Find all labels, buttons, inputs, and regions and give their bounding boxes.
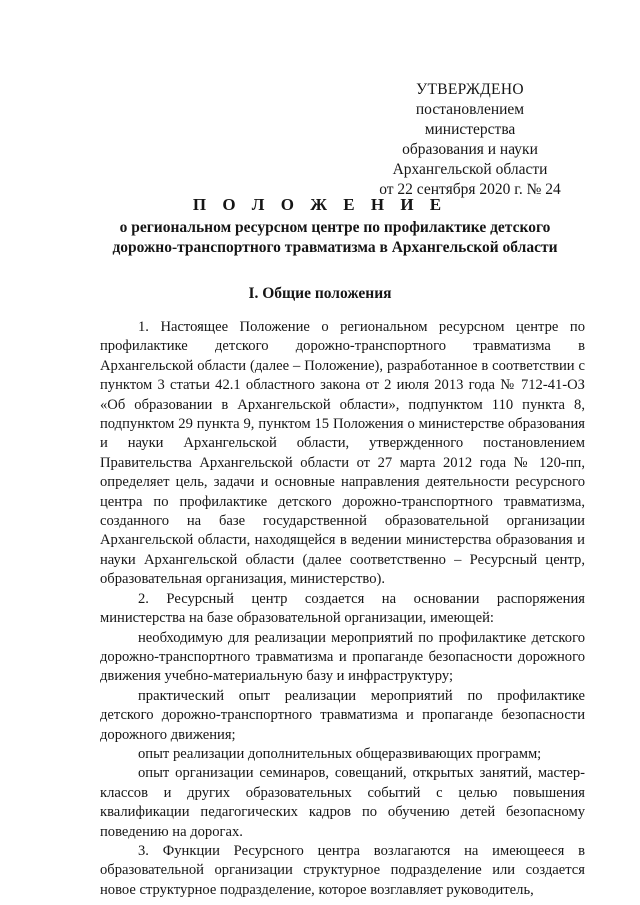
approval-line-2: образования и науки <box>402 141 538 158</box>
paragraph-3: 3. Функции Ресурсного центра возлагаются на имеющееся в образовательной организации структурное подразделение или создается новое структурное подразделение, которое возглавляет руководитель, <box>100 842 585 898</box>
approval-heading: УТВЕРЖДЕНО <box>416 81 524 98</box>
document-title: П О Л О Ж Е Н И Е <box>192 195 448 214</box>
document-body <box>100 318 585 900</box>
paragraph-2-item-4: опыт организации семинаров, совещаний, открытых занятий, мастер-классов и других образовательных событий с целью повышения квалификации педагогических кадров по обучению детей безопасному поведению на дорогах. <box>100 765 585 840</box>
approval-stamp <box>370 80 570 200</box>
approval-line-4: от 22 сентября 2020 г. № 24 <box>379 181 561 198</box>
approval-line-3: Архангельской области <box>392 161 548 178</box>
paragraph-2-item-2: практический опыт реализации мероприятий по профилактике детского дорожно-транспортного травматизма и пропаганде безопасности дорожного движения; <box>100 687 585 743</box>
document-subtitle: о региональном ресурсном центре по профилактике детского дорожно-транспортного травматизма в Архангельской области <box>112 219 558 256</box>
paragraph-2: 2. Ресурсный центр создается на основании распоряжения министерства на базе образовательной организации, имеющей: <box>100 590 585 627</box>
paragraph-2-item-1: необходимую для реализации мероприятий по профилактике детского дорожно-транспортного травматизма и пропаганде безопасности дорожного движения учебно-материальную базу и инфраструктуру; <box>100 629 585 685</box>
paragraph-2-item-3: опыт реализации дополнительных общеразвивающих программ; <box>138 745 542 762</box>
approval-line-1: постановлением министерства <box>415 101 525 138</box>
paragraph-1: 1. Настоящее Положение о региональном ресурсном центре по профилактике детского дорожно-транспортного травматизма в Архангельской области (далее – Положение), разработанное в соответствии с пунктом 3 статьи 42.1 областного закона от 2 июля 2013 года № 712-41-ОЗ «Об образовании в Архангельской области», подпунктом 110 пункта 8, подпунктом 29 пункта 9, пунктом 15 Положения о министерстве образования и науки Архангельской области, утвержденного постановлением Правительства Архангельской области от 27 марта 2012 года № 120-пп, определяет цель, задачи и основные направления деятельности ресурсного центра по профилактике детского дорожно-транспортного травматизма, созданного на базе государственной образовательной организации Архангельской области, находящейся в ведении министерства образования и науки Архангельской области (далее соответственно – Ресурсный центр, образовательная организация, министерство). <box>100 319 585 588</box>
section-heading: I. Общие положения <box>248 285 392 302</box>
